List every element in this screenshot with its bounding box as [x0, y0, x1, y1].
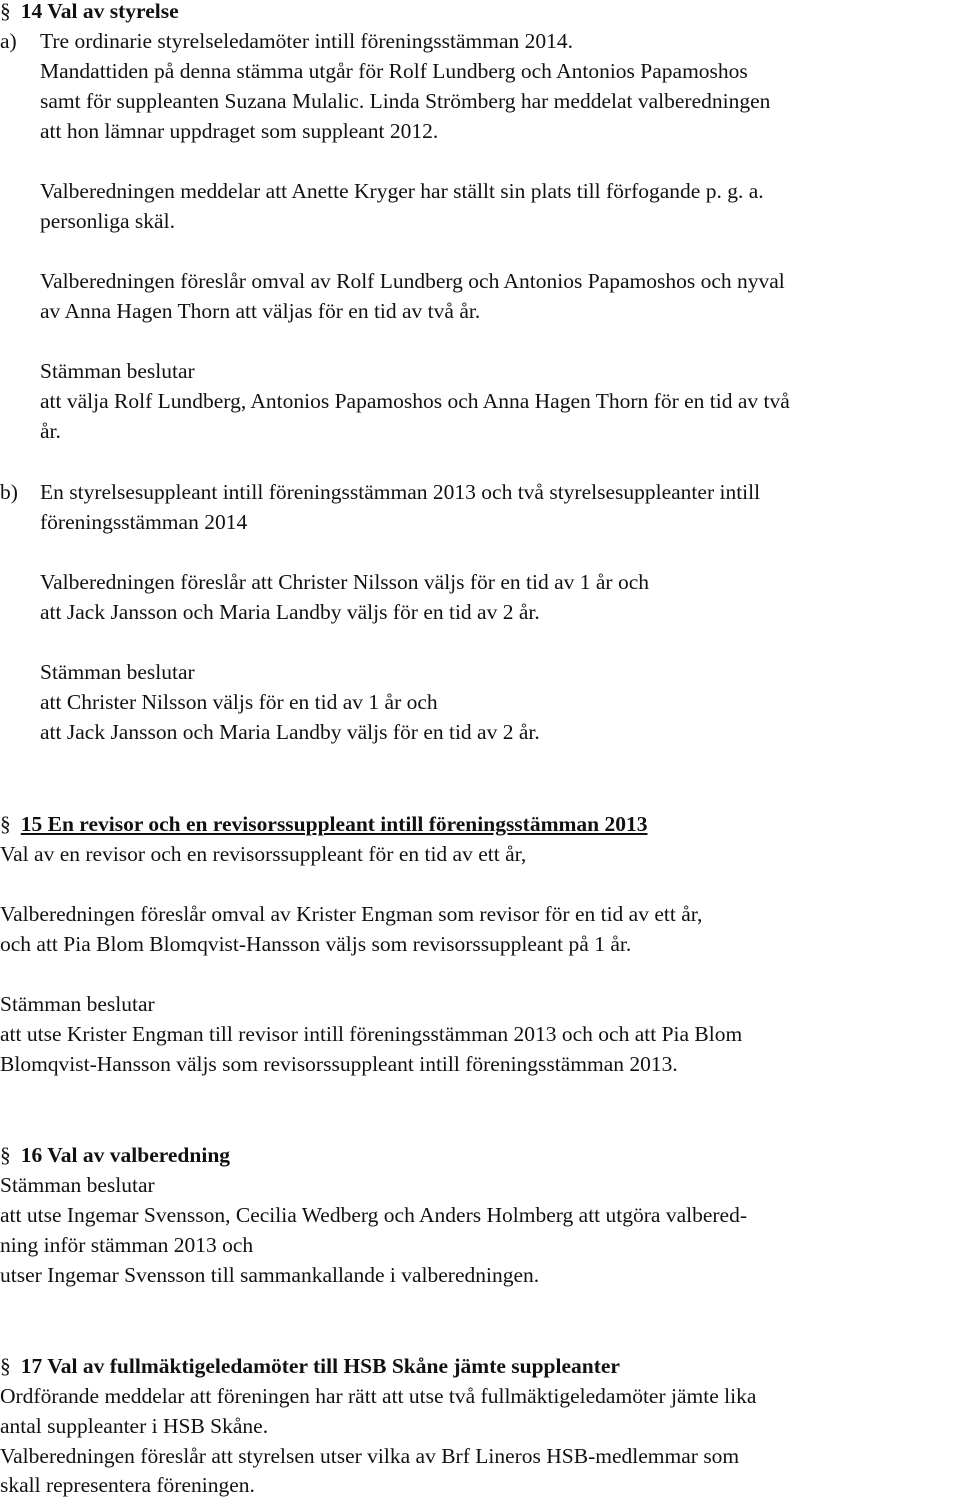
- section-15-heading: [0, 809, 647, 839]
- section-16-line-2: att utse Ingemar Svensson, Cecilia Wedberg och Anders Holmberg att utgöra valbered-: [0, 1203, 747, 1227]
- item-a-line-11: år.: [40, 419, 61, 443]
- item-a-line-3: samt för suppleanten Suzana Mulalic. Linda Strömberg har meddelat valberedningen: [40, 89, 771, 113]
- item-a-line-1: [0, 26, 573, 56]
- item-a-text: Tre ordinarie styrelseledamöter intill föreningsstämman 2014.: [40, 29, 574, 53]
- item-b-line-4: att Jack Jansson och Maria Landby väljs för en tid av 2 år.: [40, 600, 540, 624]
- section-14-title: 14 Val av styrelse: [20, 0, 179, 23]
- section-17-heading: [0, 1351, 620, 1381]
- section-16-line-3: ning inför stämman 2013 och: [0, 1233, 254, 1257]
- section-17-title: 17 Val av fullmäktigeledamöter till HSB Skåne jämte suppleanter: [20, 1354, 620, 1378]
- item-a-line-5: Valberedningen meddelar att Anette Kryger har ställt sin plats till förfogande p. g. a.: [40, 179, 764, 203]
- section-15-line-6: Blomqvist-Hansson väljs som revisorssuppleant intill föreningsstämman 2013.: [0, 1052, 678, 1076]
- section-16-title: 16 Val av valberedning: [20, 1143, 231, 1167]
- item-b-line-1: [0, 477, 760, 507]
- item-a-line-4: att hon lämnar uppdraget som suppleant 2012.: [40, 119, 439, 143]
- section-15-line-5: att utse Krister Engman till revisor intill föreningsstämman 2013 och och att Pia Blom: [0, 1022, 743, 1046]
- section-17-line-1: Ordförande meddelar att föreningen har rätt att utse två fullmäktigeledamöter jämte lika: [0, 1384, 757, 1408]
- section-17-line-4: skall representera föreningen.: [0, 1473, 255, 1497]
- section-17-line-3: Valberedningen föreslår att styrelsen utser vilka av Brf Lineros HSB-medlemmar som: [0, 1444, 740, 1468]
- section-16-decision-label: Stämman beslutar: [0, 1173, 155, 1197]
- section-15-decision-label: Stämman beslutar: [0, 992, 155, 1016]
- section-15-line-1: Val av en revisor och en revisorssuppleant för en tid av ett år,: [0, 842, 527, 866]
- paragraph-mark: §: [0, 0, 11, 23]
- paragraph-mark: §: [0, 1143, 11, 1167]
- item-b-line-7: att Jack Jansson och Maria Landby väljs för en tid av 2 år.: [40, 720, 540, 744]
- item-a-line-6: personliga skäl.: [40, 209, 175, 233]
- item-a-line-10: att välja Rolf Lundberg, Antonios Papamoshos och Anna Hagen Thorn för en tid av två: [40, 389, 790, 413]
- item-a-decision-label: Stämman beslutar: [40, 359, 195, 383]
- item-b-text: En styrelsesuppleant intill föreningsstämman 2013 och två styrelsesuppleanter intill: [40, 480, 761, 504]
- paragraph-mark: §: [0, 1354, 11, 1378]
- section-15-line-2: Valberedningen föreslår omval av Krister Engman som revisor för en tid av ett år,: [0, 902, 703, 926]
- section-14-heading: [0, 0, 179, 26]
- item-a-line-8: av Anna Hagen Thorn att väljas för en tid av två år.: [40, 299, 481, 323]
- section-17-line-2: antal suppleanter i HSB Skåne.: [0, 1414, 269, 1438]
- item-b-line-6: att Christer Nilsson väljs för en tid av 1 år och: [40, 690, 438, 714]
- item-b-line-2: föreningsstämman 2014: [40, 510, 248, 534]
- item-b-label: b): [0, 480, 18, 504]
- section-15-title: 15 En revisor och en revisorssuppleant intill föreningsstämman 2013: [20, 812, 648, 836]
- item-b-line-3: Valberedningen föreslår att Christer Nilsson väljs för en tid av 1 år och: [40, 570, 649, 594]
- item-b-decision-label: Stämman beslutar: [40, 660, 195, 684]
- item-a-line-2: Mandattiden på denna stämma utgår för Rolf Lundberg och Antonios Papamoshos: [40, 59, 748, 83]
- section-16-heading: [0, 1140, 230, 1170]
- paragraph-mark: §: [0, 812, 11, 836]
- item-a-line-7: Valberedningen föreslår omval av Rolf Lundberg och Antonios Papamoshos och nyval: [40, 269, 785, 293]
- section-16-line-4: utser Ingemar Svensson till sammankallande i valberedningen.: [0, 1263, 540, 1287]
- item-a-label: a): [0, 29, 17, 53]
- section-15-line-3: och att Pia Blom Blomqvist-Hansson väljs som revisorssuppleant på 1 år.: [0, 932, 632, 956]
